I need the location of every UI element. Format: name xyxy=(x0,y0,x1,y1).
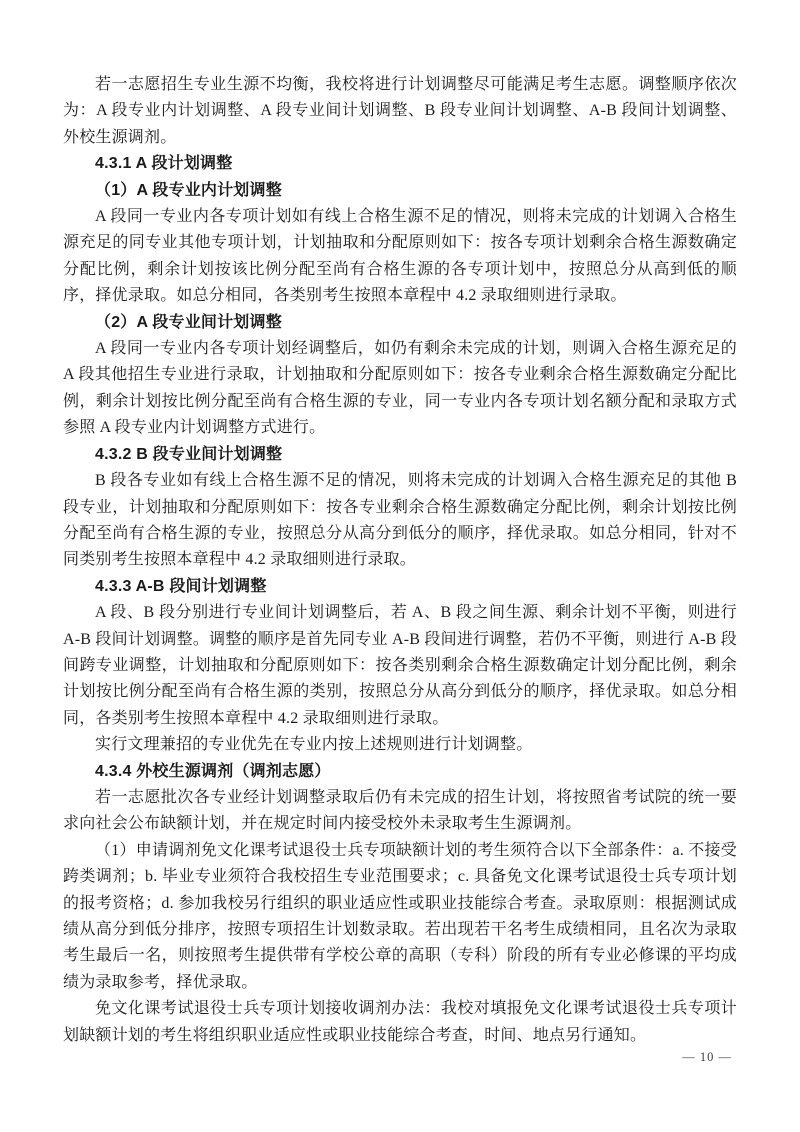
heading-4-3-1: 4.3.1 A 段计划调整 xyxy=(95,155,233,173)
paragraph-ab-section: A 段、B 段分别进行专业间计划调整后，若 A、B 段之间生源、剩余计划不平衡，则进行 A-B 段间计划调整。调整的顺序是首先同专业 A-B 段间进行调整，若仍不平衡，则进行 A-B 段间跨专业调整，计划抽取和分配原则如下：按各类别剩余合格生源数确定计划分配比例，剩余计划按比例分配至尚有合格生源的类别，按照总分从高分到低分的顺序，择优录取。如总分相同，各类别考生按照本章程中 4.2 录取细则进行录取。 xyxy=(63,604,737,727)
paragraph-a-intra-major: A 段同一专业内各专项计划如有线上合格生源不足的情况，则将未完成的计划调入合格生源充足的同专业其他专项计划，计划抽取和分配原则如下：按各专项计划剩余合格生源数确定分配比例，剩余计划按该比例分配至尚有合格生源的各专项计划中，按照总分从高到低的顺序，择优录取。如总分相同，各类别考生按照本章程中 4.2 录取细则进行录取。 xyxy=(63,208,737,305)
heading-4-3-4: 4.3.4 外校生源调剂（调剂志愿） xyxy=(95,762,331,780)
paragraph-a-inter-major: A 段同一专业内各专项计划经调整后，如仍有剩余未完成的计划，则调入合格生源充足的 A 段其他招生专业进行录取，计划抽取和分配原则如下：按各专业剩余合格生源数确定分配比例，剩余计划按比例分配至尚有合格生源的专业，同一专业内各专项计划名额分配和录取方式参照 A 段专业内计划调整方式进行。 xyxy=(63,340,737,437)
paragraph-arts-science: 实行文理兼招的专业优先在专业内按上述规则进行计划调整。 xyxy=(95,736,533,754)
paragraph-external-transfer: 若一志愿批次各专业经计划调整录取后仍有未完成的招生计划，将按照省考试院的统一要求向社会公布缺额计划，并在规定时间内接受校外未录取考生生源调剂。 xyxy=(63,788,737,833)
paragraph-b-inter-major: B 段各专业如有线上合格生源不足的情况，则将未完成的计划调入合格生源充足的其他 B 段专业，计划抽取和分配原则如下：按各专业剩余合格生源数确定分配比例，剩余计划按比例分配至尚有合格生源的专业，按照总分从高分到低分的顺序，择优录取。如总分相同，针对不同类别考生按照本章程中 4.2 录取细则进行录取。 xyxy=(63,472,737,569)
page-number: — 10 — xyxy=(682,1050,732,1064)
paragraph-veteran-conditions: （1）申请调剂免文化课考试退役士兵专项缺额计划的考生须符合以下全部条件：a. 不接受跨类调剂；b. 毕业专业须符合我校招生专业范围要求；c. 具备免文化课考试退役士兵专项计划的报考资格；d. 参加我校另行组织的职业适应性或职业技能综合考查。录取原则：根据测试成绩从高分到低分排序，按照专项招生计划数录取。若出现若干名考生成绩相同，且名次为录取考生最后一名，则按照考生提供带有学校公章的高职（专科）阶段的所有专业必修课的平均成绩为录取参考，择优录取。 xyxy=(63,841,737,991)
paragraph-veteran-transfer-method: 免文化课考试退役士兵专项计划接收调剂办法：我校对填报免文化课考试退役士兵专项计划缺额计划的考生将组织职业适应性或职业技能综合考查，时间、地点另行通知。 xyxy=(63,1000,737,1044)
heading-4-3-3: 4.3.3 A-B 段间计划调整 xyxy=(95,577,267,595)
heading-4-3-1-item-1: （1）A 段专业内计划调整 xyxy=(95,181,282,199)
document-body xyxy=(63,72,737,1049)
heading-4-3-2: 4.3.2 B 段专业间计划调整 xyxy=(95,445,283,463)
heading-4-3-1-item-2: （2）A 段专业间计划调整 xyxy=(95,313,282,331)
paragraph-plan-adjust-intro: 若一志愿招生专业生源不均衡，我校将进行计划调整尽可能满足考生志愿。调整顺序依次为：A 段专业内计划调整、A 段专业间计划调整、B 段专业间计划调整、A-B 段间计划调整、外校生源调剂。 xyxy=(63,76,737,146)
